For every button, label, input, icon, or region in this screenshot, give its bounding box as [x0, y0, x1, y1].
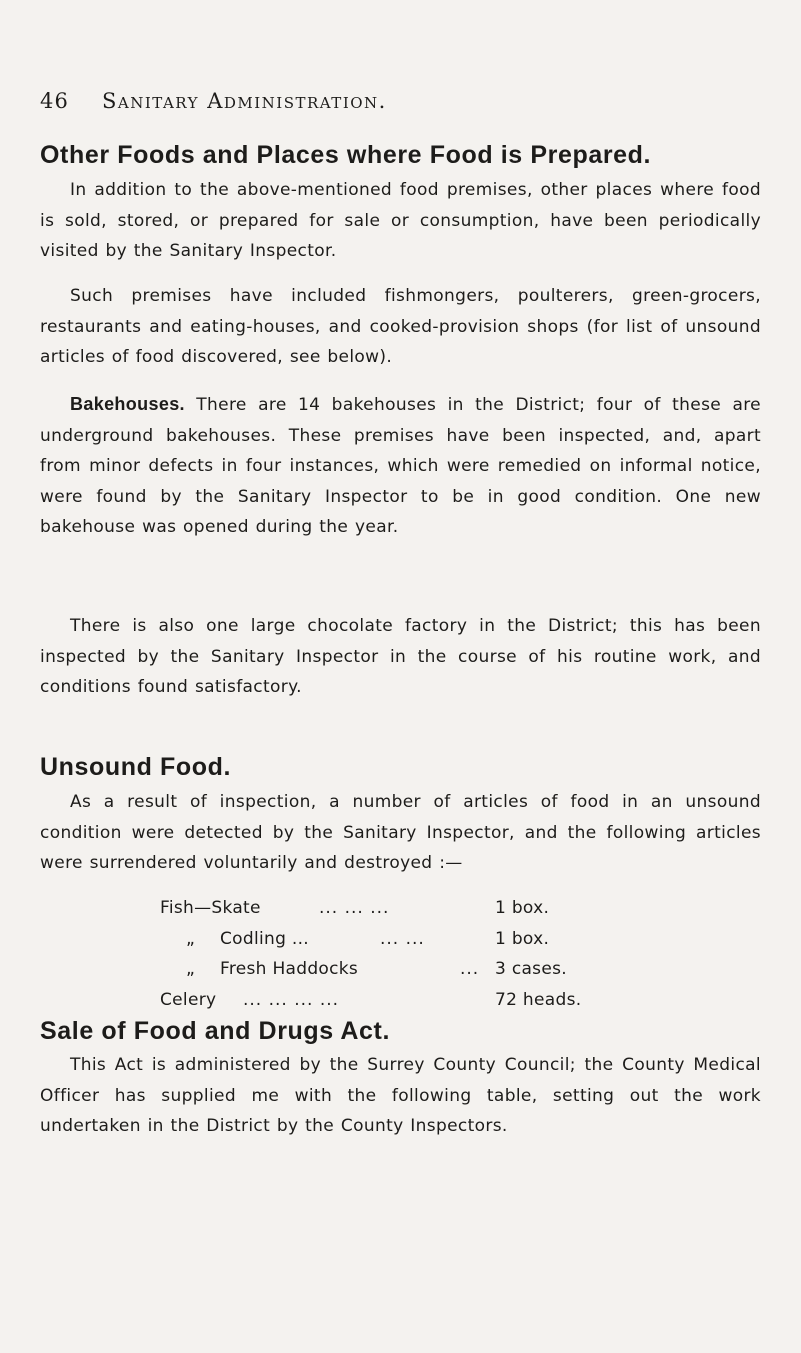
paragraph-premises-visited: In addition to the above-mentioned food premises, other places where food is sold, stored, or prepared for sale or consumption, have been periodically visited by the Sanitary Inspector. [40, 180, 761, 261]
ditto-mark: „ [186, 959, 196, 979]
ditto-mark: „ [186, 928, 196, 949]
section-heading-other-foods: Other Foods and Places where Food is Prepared. [40, 141, 652, 169]
paragraph-unsound-food: As a result of inspection, a number of articles of food in an unsound condition were detected by the Sanitary Inspector, and the following articles were surrendered voluntarily and destroyed :— [40, 792, 761, 873]
item-quantity: 1 box. [495, 928, 550, 949]
item-name: Celery [160, 989, 217, 1010]
dot-leader: ... ... [380, 928, 425, 949]
paragraph-sale-of-food: This Act is administered by the Surrey County Council; the County Medical Officer has supplied me with the following table, setting out the work undertaken in the District by the County Inspectors. [40, 1055, 761, 1136]
list-item [0, 924, 801, 955]
item-quantity: 72 heads. [495, 989, 582, 1010]
dot-leader: ... ... ... ... [243, 989, 340, 1010]
section-heading-unsound-food: Unsound Food. [40, 753, 232, 781]
list-item [0, 954, 801, 985]
running-head [40, 86, 760, 116]
list-item [0, 893, 801, 924]
paragraph-chocolate-factory: There is also one large chocolate factory in the District; this has been inspected by the Sanitary Inspector in the course of his routine work, and conditions found satisfactory. [40, 616, 761, 697]
dot-leader: ... ... ... [319, 898, 390, 918]
section-heading-sale-of-food: Sale of Food and Drugs Act. [40, 1017, 391, 1045]
bakehouses-runin-heading: Bakehouses. [70, 394, 185, 414]
item-name: „ Codling ... [186, 924, 309, 955]
dot-leader: ... [460, 959, 480, 979]
list-item [0, 985, 801, 1016]
item-name: „ Fresh Haddocks [186, 954, 358, 985]
bakehouses-text: There are 14 bakehouses in the District; four of these are underground bakehouses. These premises have been inspected, and, apart from minor defects in four instances, which were remedied on informal notice, were found by the Sanitary Inspector to be in good condition. One new bakehouse was opened during the year. [40, 395, 761, 537]
running-title: Sanitary Administration. [102, 89, 387, 113]
unsound-food-list [0, 893, 801, 1015]
paragraph-premises-included: Such premises have included fishmongers, poulterers, green-grocers, restaurants and eating-houses, and cooked-provision shops (for list of unsound articles of food discovered, see below). [40, 286, 761, 367]
item-quantity: 1 box. [495, 898, 550, 918]
item-name: Fish—Skate [160, 898, 261, 918]
page-number: 46 [40, 89, 70, 113]
item-quantity: 3 cases. [495, 959, 567, 979]
paragraph-bakehouses [40, 389, 761, 543]
